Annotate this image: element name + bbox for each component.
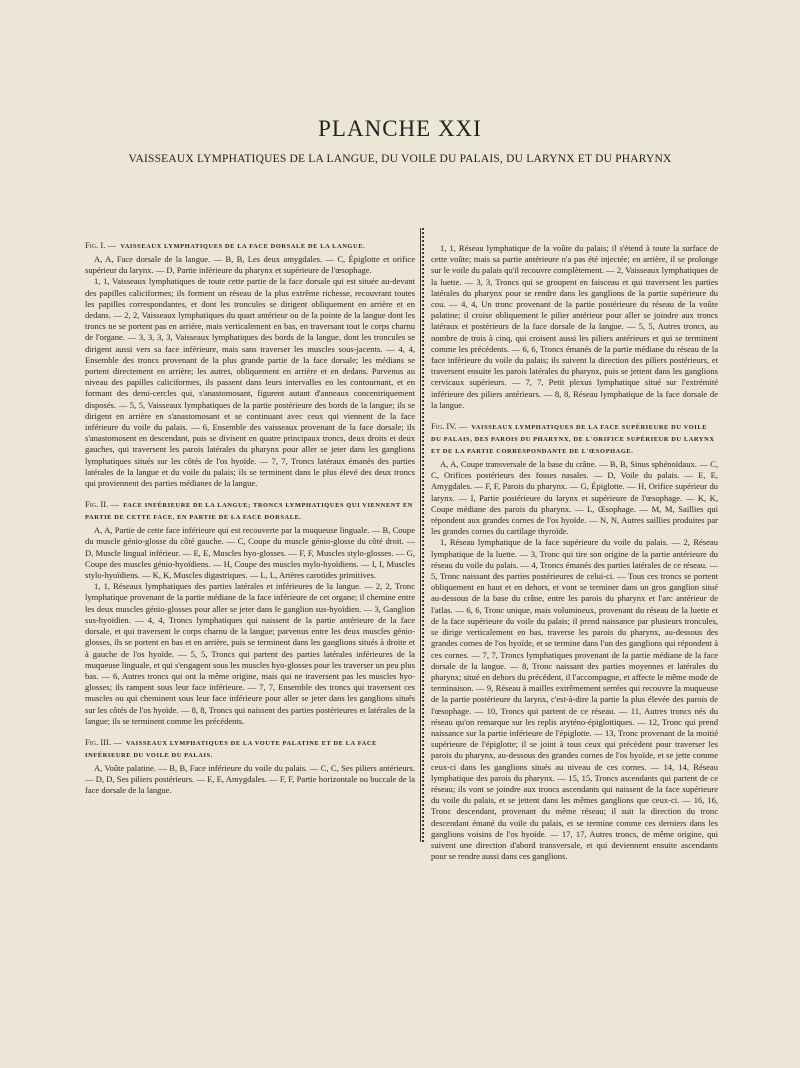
fig1-label: Fig. I. — <box>85 240 117 250</box>
left-column <box>85 240 415 797</box>
fig3-label: Fig. III. — <box>85 736 122 747</box>
fig2-label: Fig. II. — <box>85 499 120 510</box>
fig4-label: Fig. IV. — <box>431 421 468 432</box>
fig3-legend: A, Voûte palatine. — B, B, Face inférieure du voile du palais. — C, C, Ses piliers antérieurs. — D, D, Ses piliers postérieurs. — E, E, Amygdales. — F, F, Partie horizontale ou buccale de la face dorsale de la langue. <box>85 762 415 796</box>
fig3-description: 1, 1, Réseau lymphatique de la voûte du palais; il s'étend à toute la surface de cette voûte; mais sa partie antérieure n'a pas été injectée; en arrière, il se prolonge sur le voile du palais qu'il recouvre complètement. — 2, Vaisseaux lymphatiques de la luette. — 3, 3, Troncs qui se groupent en faisceau et qui traversent les parties latérales du pharynx pour se rendre dans les ganglions de la partie supérieure du cou. — 4, 4, Un tronc provenant de la partie postérieure du réseau de la voûte palatine; il croise obliquement le pilier antérieur pour aller se joindre aux troncs latéraux et postérieurs de la face dorsale de la langue. — 5, 5, Autres troncs, au nombre de trois à cinq, qui croisent aussi les piliers antérieurs et qui se terminent comme les précédents. — 6, 6, Troncs émanés de la partie médiane du réseau de la face inférieure du voile du palais; ils suivent la direction des piliers postérieurs, et traversent ensuite les parois latérales du pharynx, puis se jettent dans les ganglions cervicaux supérieurs. — 7, 7, Petit plexus lymphatique situé sur l'extrémité inférieure des piliers antérieurs. — 8, 8, Réseau lymphatique de la face dorsale de la langue. <box>431 243 718 410</box>
fig4-legend: A, A, Coupe transversale de la base du crâne. — B, B, Sinus sphénoïdaux. — C, C, Orifices postérieurs des fosses nasales. — D, Voile du palais. — E, E, Amygdales. — F, F, Parois du pharynx. — G, Épiglotte. — H, Orifice supérieur du larynx. — I, Partie postérieure du larynx et supérieure de l'œsophage. — K, K, Coupe médiane des parois du pharynx. — L, Œsophage. — M, M, Saillies qui répondent aux grandes cornes de l'os hyoïde. — N, N, Autres saillies produites par les grandes cornes du cartilage thyroïde. <box>431 459 718 537</box>
fig4-caption: VAISSEAUX LYMPHATIQUES DE LA FACE SUPÉRIEURE DU VOILE DU PALAIS, DES PAROIS DU PHARYNX, DE L'ORIFICE SUPÉRIEUR DU LARYNX ET DE LA PARTIE CORRESPONDANTE DE L'ŒSOPHAGE. <box>431 424 715 456</box>
fig2-caption: FACE INFÉRIEURE DE LA LANGUE; TRONCS LYMPHATIQUES QUI VIENNENT EN PARTIE DE CETTE FACE, EN PARTIE DE LA FACE DORSALE. <box>85 502 413 522</box>
fig2-description: 1, 1, Réseaux lymphatiques des parties latérales et inférieures de la langue. — 2, 2, Tronc lymphatique provenant de la partie médiane de la face inférieure de cet organe; il chemine entre les deux muscles génio-glosses pour aller se jeter dans le ganglion sus-hyoïdien. — 3, Ganglion sus-hyoïdien. — 4, 4, Troncs lymphatiques qui naissent de la partie antérieure de la face dorsale, et qui traversent le corps charnu de la langue; parvenus entre les deux muscles génio-glosses, ils se portent en bas et en arrière, puis se terminent dans les ganglions situés à droite et à gauche de l'os hyoïde. — 5, 5, Troncs qui partent des parties latérales inférieures de la muqueuse linguale, et qui s'engagent sous les muscles hyo-glosses pour les traverser un peu plus bas. — 6, Autres troncs qui ont la même origine, mais qui ne traversent pas les muscles hyo-glosses; ils rampent sous leur face inférieure. — 7, 7, Ensemble des troncs qui traversent ces muscles ou qui cheminent sous leur face inférieure pour aller se jeter dans les ganglions situés sur les côtés de l'os hyoïde. — 8, 8, Troncs qui naissent des parties postérieures et latérales de la langue; ils se terminent comme les précédents. <box>85 581 415 726</box>
fig4-heading <box>431 421 718 457</box>
fig1-heading <box>85 240 415 252</box>
fig3-heading <box>85 737 415 761</box>
fig1-legend: A, A, Face dorsale de la langue. — B, B, Les deux amygdales. — C, Épiglotte et orifice supérieur du larynx. — D, Partie inférieure du pharynx et supérieure de l'œsophage. <box>85 254 415 276</box>
page-subtitle: VAISSEAUX LYMPHATIQUES DE LA LANGUE, DU VOILE DU PALAIS, DU LARYNX ET DU PHARYNX <box>128 153 672 165</box>
fig1-caption: VAISSEAUX LYMPHATIQUES DE LA FACE DORSALE DE LA LANGUE. <box>120 243 366 250</box>
fig4-description: 1, Réseau lymphatique de la face supérieure du voile du palais. — 2, Réseau lymphatique de la luette. — 3, Tronc qui tire son origine de la partie antérieure du réseau du voile du palais. — 4, Troncs émanés des parties latérales de ce réseau. — 5, Tronc naissant des parties postérieures de celui-ci. — Tous ces troncs se portent obliquement en haut et en dehors, et vont se terminer dans un gros ganglion situé au-dessous de la base du crâne, entre les parois du pharynx et l'arc antérieur de l'atlas. — 6, 6, Tronc unique, mais volumineux, provenant du réseau de la luette et de la face supérieure du voile du palais; il prend naissance par plusieurs troncules, se dirige verticalement en bas, traverse les parois du pharynx, au-dessous des grandes cornes de l'os hyoïde, et se termine dans l'un des ganglions qui répondent à ces cornes. — 7, 7, Troncs lymphatiques provenant de la partie médiane de la face dorsale de la langue. — 8, Tronc naissant des parties moyennes et latérales du pharynx; situé en dehors du précédent, il l'accompagne, et affecte le même mode de terminaison. — 9, Réseau à mailles extrêmement serrées qui recouvre la muqueuse de la partie postérieure du larynx, c'est-à-dire la partie la plus élevée des parois de l'œsophage. — 10, Troncs qui partent de ce réseau. — 11, Autres troncs nés du réseau qu'on remarque sur les replis aryténo-épiglottiques. — 12, Tronc qui prend naissance sur la partie inférieure de l'épiglotte. — 13, Tronc provenant de la moitié supérieure de l'épiglotte; il se joint à tous ceux qui précèdent pour traverser les parois du pharynx, au-dessous des grandes cornes de l'os hyoïde, et se jette comme ceux-ci dans les ganglions situés au niveau de ces cornes. — 14, 14, Réseau lymphatique des parois du pharynx. — 15, 15, Troncs ascendants qui partent de ce réseau; ils vont se joindre aux troncs ascendants qui naissent de la face supérieure du voile du palais, et se jettent dans les mêmes ganglions que ceux-ci. — 16, 16, Tronc descendant, provenant du même réseau; il suit la direction du tronc descendant émané du voile du palais, et se termine comme ces derniers dans les ganglions voisins de l'os hyoïde. — 17, 17, Autres troncs, de même origine, qui suivent une direction d'abord transversale, et qui deviennent ensuite ascendants pour se rendre aussi dans ces ganglions. <box>431 537 718 862</box>
column-divider <box>420 228 424 842</box>
fig2-heading <box>85 499 415 523</box>
fig1-description: 1, 1, Vaisseaux lymphatiques de toute cette partie de la face dorsale qui est située au-devant des papilles caliciformes; ils forment un réseau de la plus extrême richesse, recouvrant toutes les papilles correspondantes, et dont les troncules se dirigent obliquement en arrière et en dedans. — 2, 2, Vaisseaux lymphatiques du quart antérieur ou de la pointe de la langue dont les troncs ne se portent pas en arrière, mais verticalement en bas, en traversant tout le corps charnu de l'organe. — 3, 3, 3, 3, Vaisseaux lymphatiques des bords de la langue, dont les troncules se dirigent aussi vers sa face inférieure, mais sans traverser les muscles sous-jacents. — 4, 4, Ensemble des troncs provenant de la plus grande partie de la face dorsale; les médians se portent directement en arrière; les autres, obliquement en arrière et en dedans. Parvenus au niveau des papilles caliciformes, ils passent dans leurs intervalles en les contournant, et en formant des demi-cercles qui, s'anastomosant, figurent autant d'anneaux concentriquement disposés. — 5, 5, Vaisseaux lymphatiques de la partie postérieure des bords de la langue; ils se dirigent en arrière en s'anastomosant et se continuant avec ceux qui viennent de la face inférieure du voile du palais. — 6, Ensemble des vaisseaux provenant de la face dorsale; ils s'anastomosent en descendant, puis se divisent en quatre principaux troncs, deux droits et deux gauches, qui traversent les parois latérales du pharynx pour aller se jeter dans les ganglions lymphatiques situés sur les côtés de l'os hyoïde. — 7, 7, Troncs latéraux émanés des parties latérales de la langue et du voile du palais; ils se terminent dans le plus élevé des deux troncs qui proviennent des parties médianes de la langue. <box>85 276 415 489</box>
fig3-caption: VAISSEAUX LYMPHATIQUES DE LA VOUTE PALATINE ET DE LA FACE INFÉRIEURE DU VOILE DU PALAIS. <box>85 739 377 759</box>
page-title: PLANCHE XXI <box>318 116 482 141</box>
fig2-legend: A, A, Partie de cette face inférieure qui est recouverte par la muqueuse linguale. — B, Coupe du muscle génio-glosse du côté gauche. — C, Coupe du muscle génio-glosse du côté droit. — D, Muscle lingual inférieur. — E, E, Muscles hyo-glosses. — F, F, Muscles stylo-glosses. — G, Coupe des muscles génio-hyoïdiens. — H, Coupe des muscles mylo-hyoïdiens. — I, I, Muscles stylo-hyoïdiens. — K, K, Muscles digastriques. — L, L, Artères carotides primitives. <box>85 525 415 581</box>
right-column <box>431 243 718 862</box>
